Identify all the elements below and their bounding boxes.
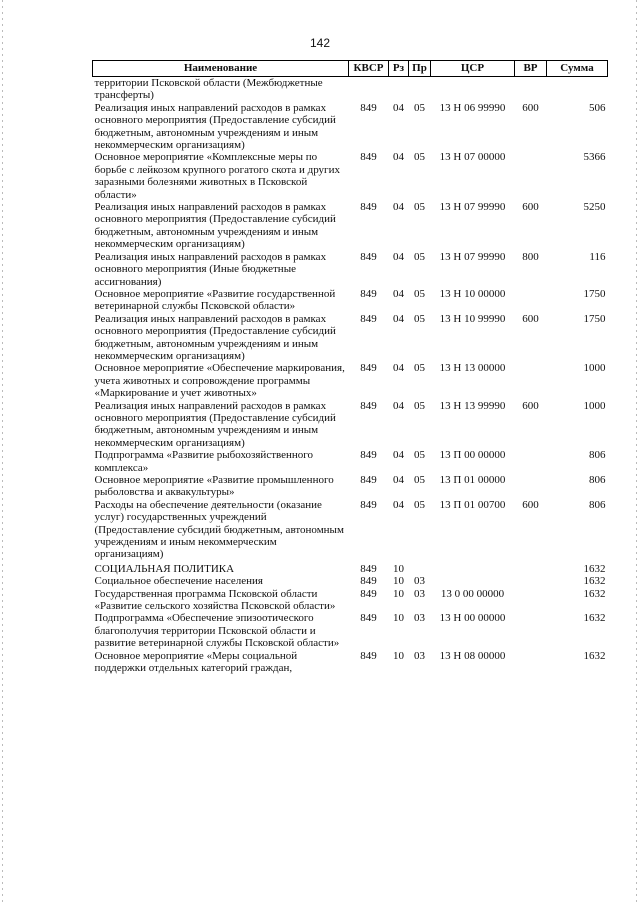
header-sum: Сумма [547,61,608,77]
row-pr-cell [409,561,431,575]
row-pr-cell [409,77,431,102]
row-sum-cell: 1632 [583,649,606,662]
row-pr-cell: 05 [414,474,425,486]
page-number: 142 [309,36,331,50]
row-sum-cell: 1000 [583,399,606,412]
header-rz: Рз [389,61,409,77]
row-vr-cell [515,612,547,649]
row-name-cell: Реализация иных направлений расходов в рамках основного мероприятия (Предоставление субсидий бюджетным, автономным учреждениям и иным некоммерческим организациям) [94,312,336,362]
header-name: Наименование [93,61,349,77]
row-kvsr-cell: 849 [360,474,377,486]
row-csr-cell: 13 Н 10 00000 [439,287,506,300]
row-name-cell: Расходы на обеспечение деятельности (оказание услуг) государственных учреждений (Предоставление субсидий бюджетным, автономным учреждениям и иным некоммерческим организациям) [94,498,344,561]
row-rz-cell: 10 [393,649,404,662]
row-vr-cell: 600 [522,498,539,511]
row-name-cell: Основное мероприятие «Развитие государственной ветеринарной службы Псковской области» [94,287,336,313]
row-vr-cell [515,449,547,474]
row-pr-cell: 05 [414,399,425,412]
row-kvsr-cell: 849 [360,612,377,625]
row-rz-cell: 04 [393,201,404,214]
row-rz-cell: 10 [393,587,404,600]
row-kvsr-cell: 849 [360,287,377,300]
row-vr-cell: 600 [522,399,539,412]
row-vr-cell: 800 [522,250,539,263]
table-row [93,400,608,450]
row-rz-cell: 10 [393,612,404,625]
row-vr-cell [515,561,547,575]
row-rz-cell: 04 [393,449,404,462]
row-sum-cell: 1000 [583,362,606,375]
row-name-cell: Подпрограмма «Развитие рыбохозяйственного комплекса» [94,449,314,474]
header-csr: ЦСР [431,61,515,77]
table-row [93,575,608,587]
row-name-cell: Основное мероприятие «Обеспечение маркирования, учета животных и сопровождение программы «Маркирование и учет животных» [94,362,345,400]
row-pr-cell: 03 [414,575,425,588]
row-pr-cell: 05 [414,362,425,375]
table-row [93,151,608,201]
budget-table [92,60,608,675]
table-row [93,313,608,363]
table-row [93,474,608,499]
row-rz-cell: 04 [393,312,404,325]
row-kvsr-cell: 849 [360,399,377,412]
row-kvsr-cell: 849 [360,362,377,375]
row-rz-cell: 04 [393,362,404,375]
row-vr-cell: 600 [522,101,539,114]
row-pr-cell: 03 [414,649,425,662]
table-row [93,588,608,613]
row-kvsr-cell: 849 [360,587,377,600]
row-vr-cell [515,575,547,587]
table-row [93,362,608,399]
row-csr-cell: 13 Н 10 99990 [439,312,506,325]
row-sum-cell: 5366 [583,151,606,164]
row-rz-cell: 10 [393,575,404,588]
header-vr: ВР [515,61,547,77]
row-pr-cell: 05 [414,101,425,114]
row-csr-cell: 13 Н 13 99990 [439,399,506,412]
row-rz-cell: 04 [393,250,404,263]
table-header-row [93,61,608,77]
row-pr-cell: 03 [414,612,425,625]
row-sum-cell: 806 [589,498,606,511]
row-name-cell: Основное мероприятие «Развитие промышленного рыболовства и аквакультуры» [94,474,334,499]
row-rz-cell: 04 [393,151,404,164]
row-pr-cell: 05 [414,312,425,325]
row-csr-cell: 13 Н 08 00000 [439,649,506,662]
row-pr-cell: 05 [414,498,425,511]
row-csr-cell [431,575,515,587]
row-csr-cell: 13 Н 06 99990 [439,101,506,114]
row-csr-cell: 13 Н 13 00000 [439,362,506,375]
table-row [93,612,608,649]
row-name-cell: Основное мероприятие «Комплексные меры по борьбе с лейкозом крупного рогатого скота и других заразными болезнями животных в Псковской области» [94,151,340,201]
row-name-cell: Государственная программа Псковской области «Развитие сельского хозяйства Псковской области» [94,587,336,613]
row-csr-cell [431,561,515,575]
row-rz-cell: 04 [393,399,404,412]
row-vr-cell: 600 [522,312,539,325]
right-scan-edge [636,0,637,905]
row-rz-cell [389,77,409,102]
row-sum-cell [547,77,608,102]
row-sum-cell: 1632 [583,562,606,575]
row-name-cell: Социальное обеспечение населения [94,575,263,588]
row-sum-cell: 1632 [583,575,606,588]
header-pr: Пр [409,61,431,77]
row-name-cell: Реализация иных направлений расходов в рамках основного мероприятия (Предоставление субсидий бюджетным, автономным учреждениям и иным некоммерческим организациям) [94,201,336,251]
row-vr-cell [515,288,547,313]
row-csr-cell: 13 Н 07 99990 [439,201,506,214]
row-pr-cell: 05 [414,201,425,214]
row-vr-cell [515,474,547,499]
row-sum-cell: 806 [589,449,606,462]
table-row [93,201,608,251]
row-sum-cell: 1632 [583,612,606,625]
row-sum-cell: 1750 [583,312,606,325]
row-rz-cell: 04 [393,474,404,486]
row-kvsr-cell: 849 [360,649,377,662]
row-sum-cell: 5250 [583,201,606,214]
row-name-cell: Подпрограмма «Обеспечение эпизоотического благополучия территории Псковской области и развитие ветеринарной службы Псковской области» [94,612,340,650]
row-vr-cell [515,362,547,399]
row-pr-cell: 05 [414,449,425,462]
row-kvsr-cell: 849 [360,498,377,511]
table-row [93,561,608,575]
row-name-cell: Реализация иных направлений расходов в рамках основного мероприятия (Иные бюджетные ассигнования) [94,250,327,288]
row-name-cell: Основное мероприятие «Меры социальной поддержки отдельных категорий граждан, [94,649,298,675]
row-sum-cell: 1632 [583,587,606,600]
table-row [93,650,608,675]
row-rz-cell: 04 [393,101,404,114]
row-rz-cell: 04 [393,287,404,300]
row-csr-cell [431,77,515,102]
row-name-cell: территории Псковской области (Межбюджетные трансферты) [94,77,323,102]
row-sum-cell: 1750 [583,287,606,300]
row-csr-cell: 13 П 01 00700 [439,498,506,511]
row-name-cell: Реализация иных направлений расходов в рамках основного мероприятия (Предоставление субсидий бюджетным, автономным учреждениям и иным некоммерческим организациям) [94,399,336,449]
row-kvsr-cell: 849 [360,201,377,214]
row-vr-cell [515,151,547,201]
row-rz-cell: 04 [393,498,404,511]
row-rz-cell: 10 [393,562,404,575]
row-csr-cell: 13 Н 07 99990 [439,250,506,263]
row-csr-cell: 13 Н 00 00000 [439,612,506,625]
row-kvsr-cell: 849 [360,575,377,588]
row-kvsr-cell: 849 [360,449,377,462]
row-vr-cell [515,650,547,675]
row-pr-cell: 05 [414,287,425,300]
row-kvsr-cell: 849 [360,101,377,114]
row-csr-cell: 13 Н 07 00000 [439,151,506,164]
row-kvsr-cell [349,77,389,102]
table-row [93,288,608,313]
row-sum-cell: 116 [589,250,606,263]
row-vr-cell: 600 [522,201,539,214]
row-kvsr-cell: 849 [360,151,377,164]
row-csr-cell: 13 0 00 00000 [440,587,505,600]
row-vr-cell [515,77,547,102]
row-name-cell: СОЦИАЛЬНАЯ ПОЛИТИКА [94,562,235,575]
table-row [93,102,608,152]
table-row [93,251,608,288]
row-pr-cell: 05 [414,250,425,263]
row-kvsr-cell: 849 [360,312,377,325]
row-name-cell: Реализация иных направлений расходов в рамках основного мероприятия (Предоставление субсидий бюджетным, автономным учреждениям и иным некоммерческим организациям) [94,101,336,152]
table-row [93,77,608,102]
row-vr-cell [515,588,547,613]
row-kvsr-cell: 849 [360,562,377,575]
row-kvsr-cell: 849 [360,250,377,263]
row-sum-cell: 506 [589,101,606,114]
header-kvsr: КВСР [349,61,389,77]
table-row [93,499,608,561]
row-pr-cell: 03 [414,587,425,600]
left-scan-edge [2,0,3,905]
row-csr-cell: 13 П 00 00000 [439,449,506,462]
row-csr-cell: 13 П 01 00000 [439,474,506,486]
row-sum-cell: 806 [589,474,606,486]
row-pr-cell: 05 [414,151,425,164]
table-row [93,449,608,474]
